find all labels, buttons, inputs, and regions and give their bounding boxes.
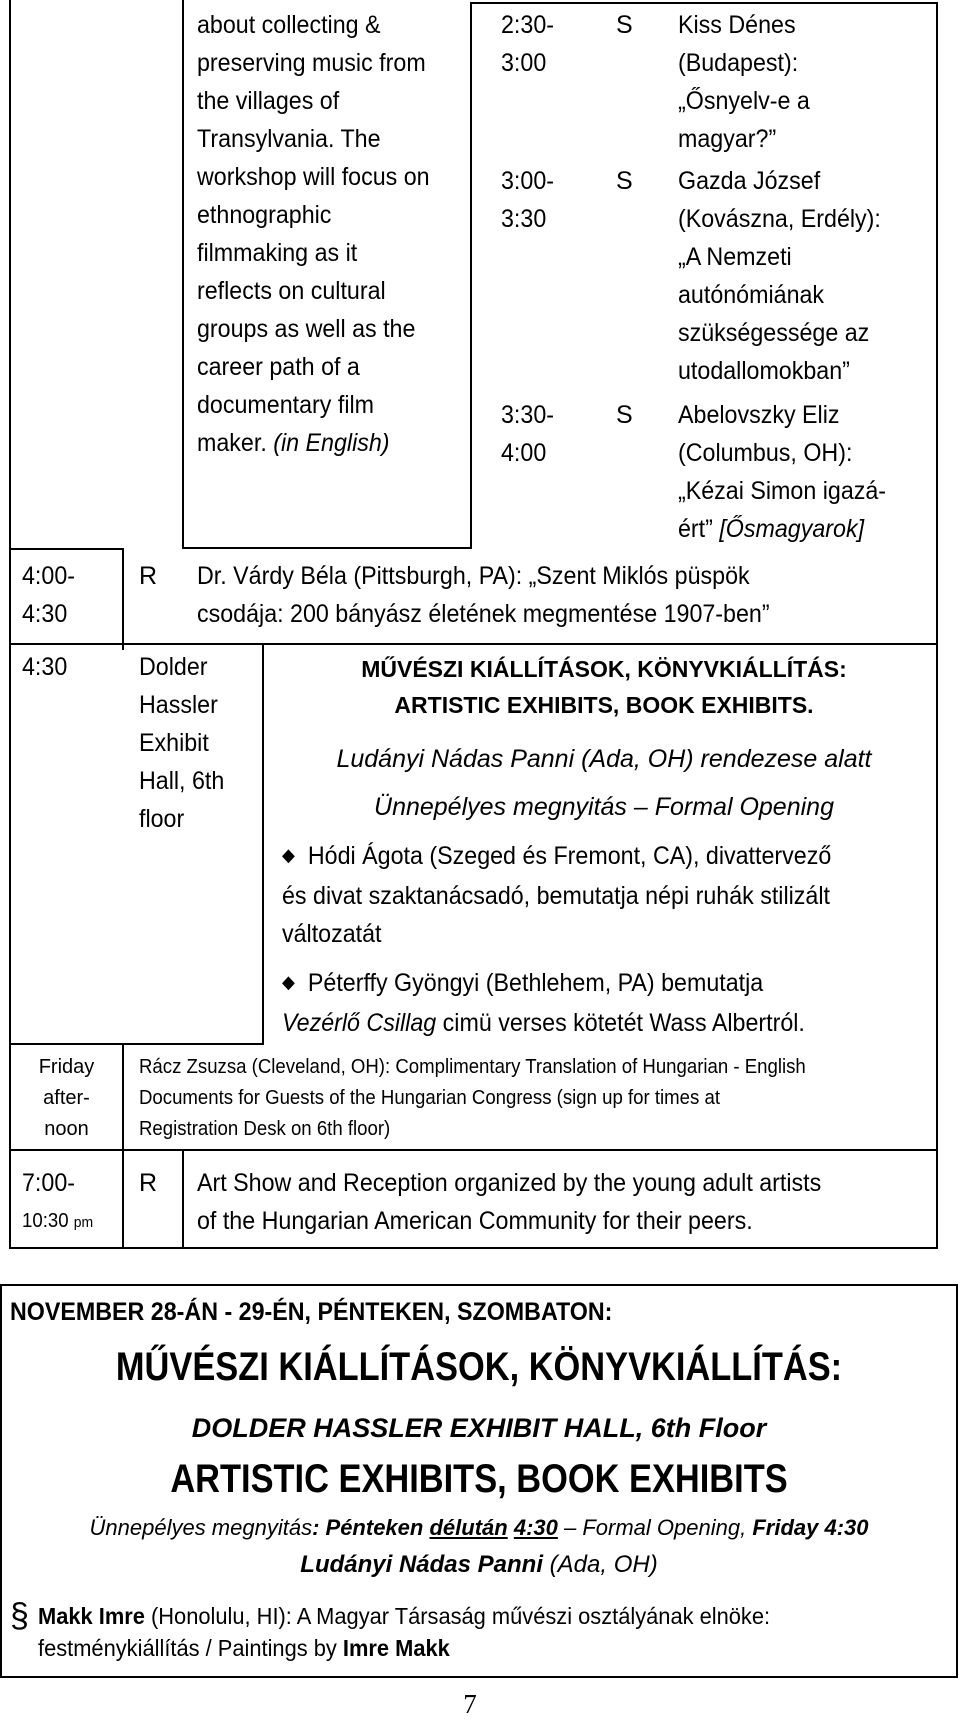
title-english: ARTISTIC EXHIBITS, BOOK EXHIBITS xyxy=(170,1457,788,1501)
inner-col-line xyxy=(470,2,472,548)
description-line: workshop will focus on xyxy=(197,163,430,191)
col-line-code xyxy=(182,1150,184,1248)
talk-code: S xyxy=(616,401,633,429)
vardy-lecture: Dr. Várdy Béla (Pittsburgh, PA): „Szent Miklós püspök csodája: 200 bányász életének megmentése 1907-ben” xyxy=(197,562,770,628)
talk-code: S xyxy=(616,167,633,195)
workshop-description xyxy=(197,6,448,462)
description-line: career path of a xyxy=(197,353,360,381)
exhibits-announcement-box xyxy=(0,1284,958,1678)
title-hungarian: MŰVÉSZI KIÁLLÍTÁSOK, KÖNYVKIÁLLÍTÁS: xyxy=(115,1345,843,1389)
col-line-friday xyxy=(122,1045,124,1150)
table-border-bottom xyxy=(9,1247,938,1249)
talk-title: Kiss Dénes (Budapest): „Ősnyelv-e a magyar?” xyxy=(678,11,810,153)
row-line xyxy=(9,548,124,550)
description-line: groups as well as the xyxy=(197,315,416,343)
translation-service: Rácz Zsuzsa (Cleveland, OH): Complimentary Translation of Hungarian - English Documents for Guests of the Hungarian Congress (sign up for times at Registration Desk on 6th floor) xyxy=(139,1056,806,1140)
book-title: Vezérlő Csillag xyxy=(282,1009,437,1037)
row-code: R xyxy=(139,1169,158,1197)
diamond-bullet-icon: ◆ xyxy=(282,845,295,865)
talk-time: 3:00- 3:30 xyxy=(501,167,554,233)
art-show: Art Show and Reception organized by the young adult artists of the Hungarian American Community for their peers. xyxy=(197,1169,822,1235)
talk-title: Gazda József (Kovászna, Erdély): „A Nemzeti autónómiának szükségessége az utodallomokban” xyxy=(678,167,881,385)
inner-table-bottom xyxy=(182,547,472,549)
box-organizer: Ludányi Nádas Panni (Ada, OH) xyxy=(300,1551,658,1578)
section-sign-icon: § xyxy=(10,1597,29,1635)
language-note: (in English) xyxy=(273,429,390,457)
description-line: reflects on cultural xyxy=(197,277,386,305)
talk-time: 2:30- 3:00 xyxy=(501,11,554,77)
description-line: documentary film xyxy=(197,391,375,419)
makk-imre-exhibit: Makk Imre (Honolulu, HI): A Magyar Társaság művészi osztályának elnöke: festménykiállítás / Paintings by Imre Makk xyxy=(38,1603,771,1661)
talk-code: S xyxy=(616,11,633,39)
talk-title: Abelovszky Eliz (Columbus, OH): „Kézai Simon igazá- ért” [Ősmagyarok] xyxy=(678,401,887,543)
hall-name: DOLDER HASSLER EXHIBIT HALL, 6th Floor xyxy=(191,1413,767,1443)
col-line-time xyxy=(122,1150,124,1248)
exhibit-item: ◆ Péterffy Gyöngyi (Bethlehem, PA) bemutatja Vezérlő Csillag cimü verses kötetét Wass Albertról. xyxy=(282,969,805,1037)
description-line: maker. (in English) xyxy=(197,429,390,457)
row-code: R xyxy=(139,562,158,590)
page-number: 7 xyxy=(463,1689,477,1719)
description-line: filmmaking as it xyxy=(197,239,358,267)
table-border-right xyxy=(936,2,938,1248)
exhibit-heading: MŰVÉSZI KIÁLLÍTÁSOK, KÖNYVKIÁLLÍTÁS: ARTISTIC EXHIBITS, BOOK EXHIBITS. xyxy=(361,656,847,718)
talk-time: 3:30- 4:00 xyxy=(501,401,554,467)
diamond-bullet-icon: ◆ xyxy=(282,972,295,992)
inner-col-line xyxy=(182,0,184,548)
exhibit-organizer: Ludányi Nádas Panni (Ada, OH) rendezese alatt xyxy=(336,745,872,773)
row-line xyxy=(9,1043,264,1045)
art-time: 7:00- 10:30 pm xyxy=(22,1169,94,1232)
col-line-place xyxy=(262,645,264,1045)
friday-label: Friday after- noon xyxy=(38,1056,95,1140)
exhibit-item: ◆ Hódi Ágota (Szeged és Fremont, CA), divattervező és divat szaktanácsadó, bemutatja népi ruhák stilizált változatát xyxy=(282,842,832,948)
exhibit-place: Dolder Hassler Exhibit Hall, 6th floor xyxy=(139,653,225,833)
col-line-time xyxy=(122,548,124,650)
exhibit-opening: Ünnepélyes megnyitás – Formal Opening xyxy=(374,793,834,821)
row-time: 4:00- 4:30 xyxy=(22,562,75,628)
row-line xyxy=(9,643,938,645)
date-heading: NOVEMBER 28-ÁN - 29-ÉN, PÉNTEKEN, SZOMBATON: xyxy=(10,1298,613,1326)
row-line xyxy=(9,1149,938,1151)
description-line: preserving music from xyxy=(197,49,426,77)
opening-line: Ünnepélyes megnyitás: Pénteken délután 4:30 – Formal Opening, Friday 4:30 xyxy=(89,1515,869,1540)
inner-table-top xyxy=(470,2,938,4)
exhibit-time: 4:30 xyxy=(22,653,68,681)
description-line: about collecting & xyxy=(197,11,381,39)
description-line: ethnographic xyxy=(197,201,332,229)
description-line: the villages of xyxy=(197,87,340,115)
description-line: Transylvania. The xyxy=(197,125,381,153)
